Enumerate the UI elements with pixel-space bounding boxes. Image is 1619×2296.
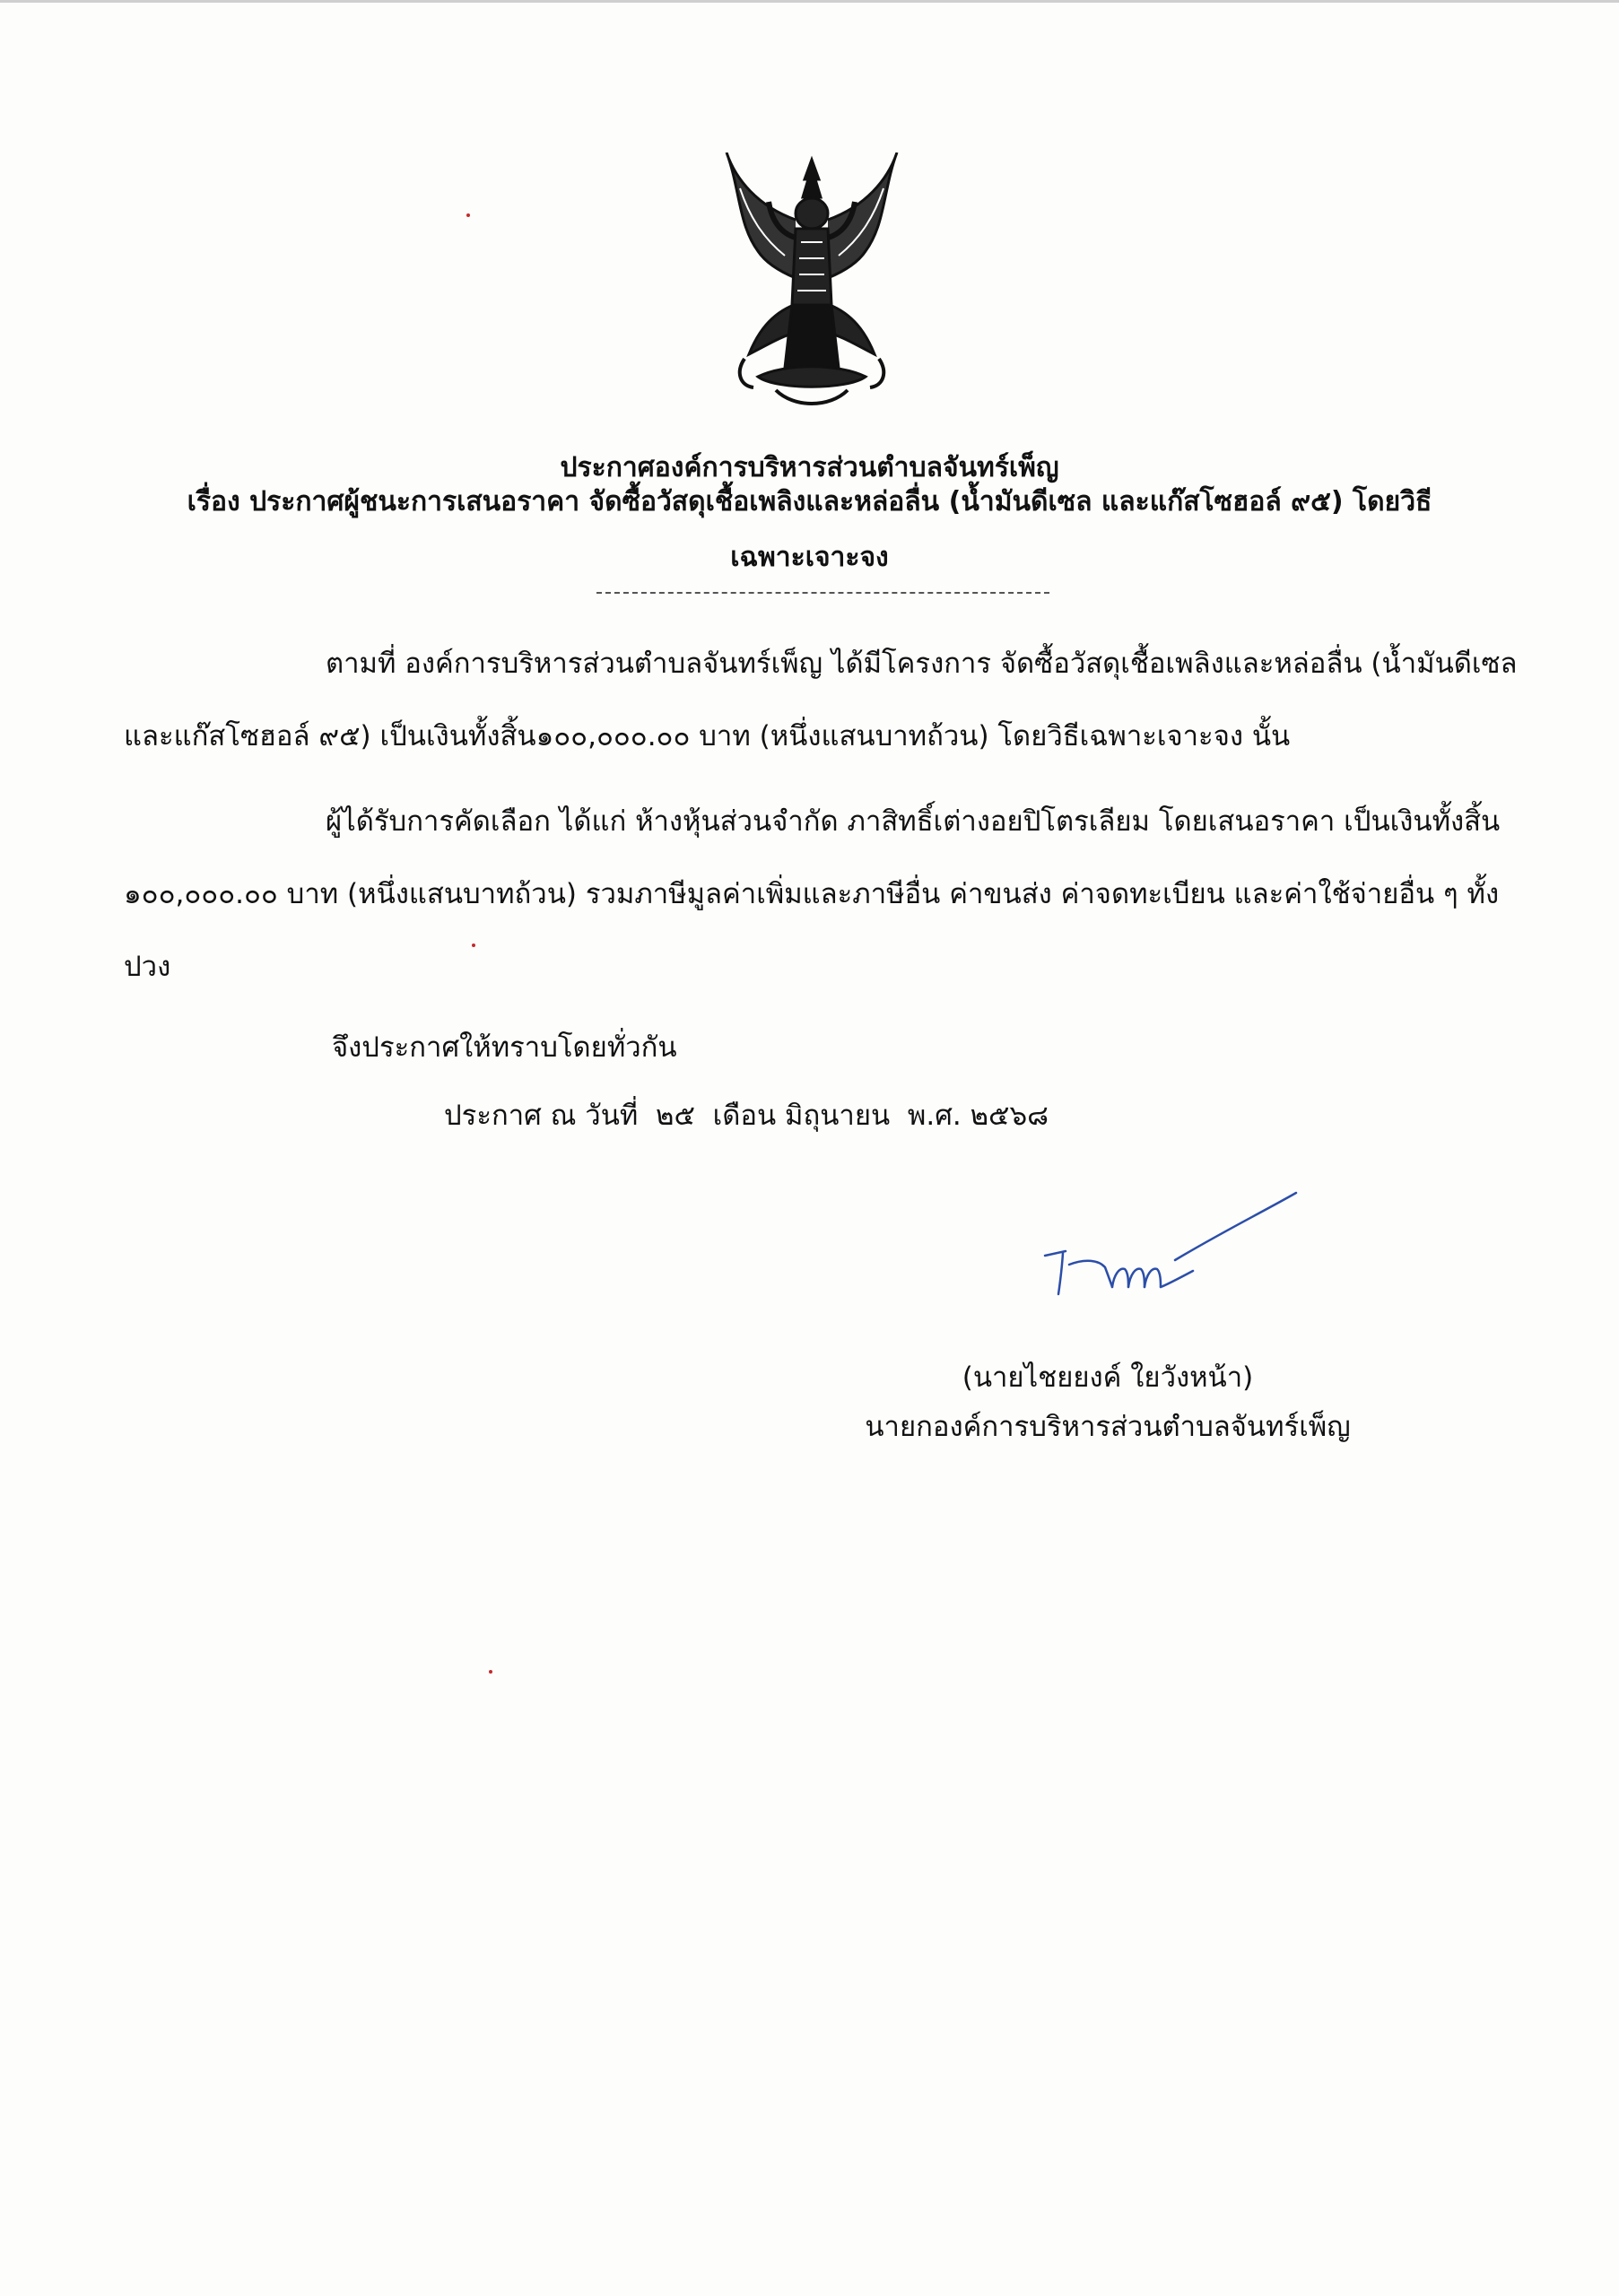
announcement-subject-continued: เฉพาะเจาะจง [730,542,889,573]
garuda-emblem-icon [722,152,901,417]
scan-speck [472,944,475,947]
scan-speck [466,213,470,217]
scan-edge [0,0,1619,3]
signatory-position: นายกองค์การบริหารส่วนตำบลจันทร์เพ็ญ [865,1411,1351,1443]
body-paragraph-1 [124,628,1519,773]
body-paragraph-2 [124,786,1519,1004]
handwritten-signature [1023,1188,1310,1309]
scan-speck [489,1670,492,1674]
title-divider [596,592,1049,594]
announcement-date: ประกาศ ณ วันที่ ๒๕ เดือน มิถุนายน พ.ศ. ๒๕๖๘ [444,1100,1049,1132]
paragraph-1-text: ตามที่ องค์การบริหารส่วนตำบลจันทร์เพ็ญ ได้มีโครงการ จัดซื้อวัสดุเชื้อเพลิงและหล่อลื่น (น้ำมันดีเซล และแก๊สโซฮอล์ ๙๕) เป็นเงินทั้งสิ้น๑๐๐,๐๐๐.๐๐ บาท (หนึ่งแสนบาทถ้วน) โดยวิธีเฉพาะเจาะจง นั้น [124,648,1518,752]
announcement-subject: เรื่อง ประกาศผู้ชนะการเสนอราคา จัดซื้อวัสดุเชื้อเพลิงและหล่อลื่น (น้ำมันดีเซล และแก๊สโซฮอล์ ๙๕) โดยวิธี [187,486,1432,517]
announcement-title: ประกาศองค์การบริหารส่วนตำบลจันทร์เพ็ญ [560,452,1059,483]
paragraph-2-text: ผู้ได้รับการคัดเลือก ได้แก่ ห้างหุ้นส่วนจำกัด ภาสิทธิ์เต่างอยปิโตรเลียม โดยเสนอราคา เป็นเงินทั้งสิ้น ๑๐๐,๐๐๐.๐๐ บาท (หนึ่งแสนบาทถ้วน) รวมภาษีมูลค่าเพิ่มและภาษีอื่น ค่าขนส่ง ค่าจดทะเบียน และค่าใช้จ่ายอื่น ๆ ทั้งปวง [124,805,1501,983]
body-paragraph-3: จึงประกาศให้ทราบโดยทั่วกัน [332,1031,677,1064]
signatory-name: (นายไชยยงค์ ใยวังหน้า) [962,1361,1254,1394]
